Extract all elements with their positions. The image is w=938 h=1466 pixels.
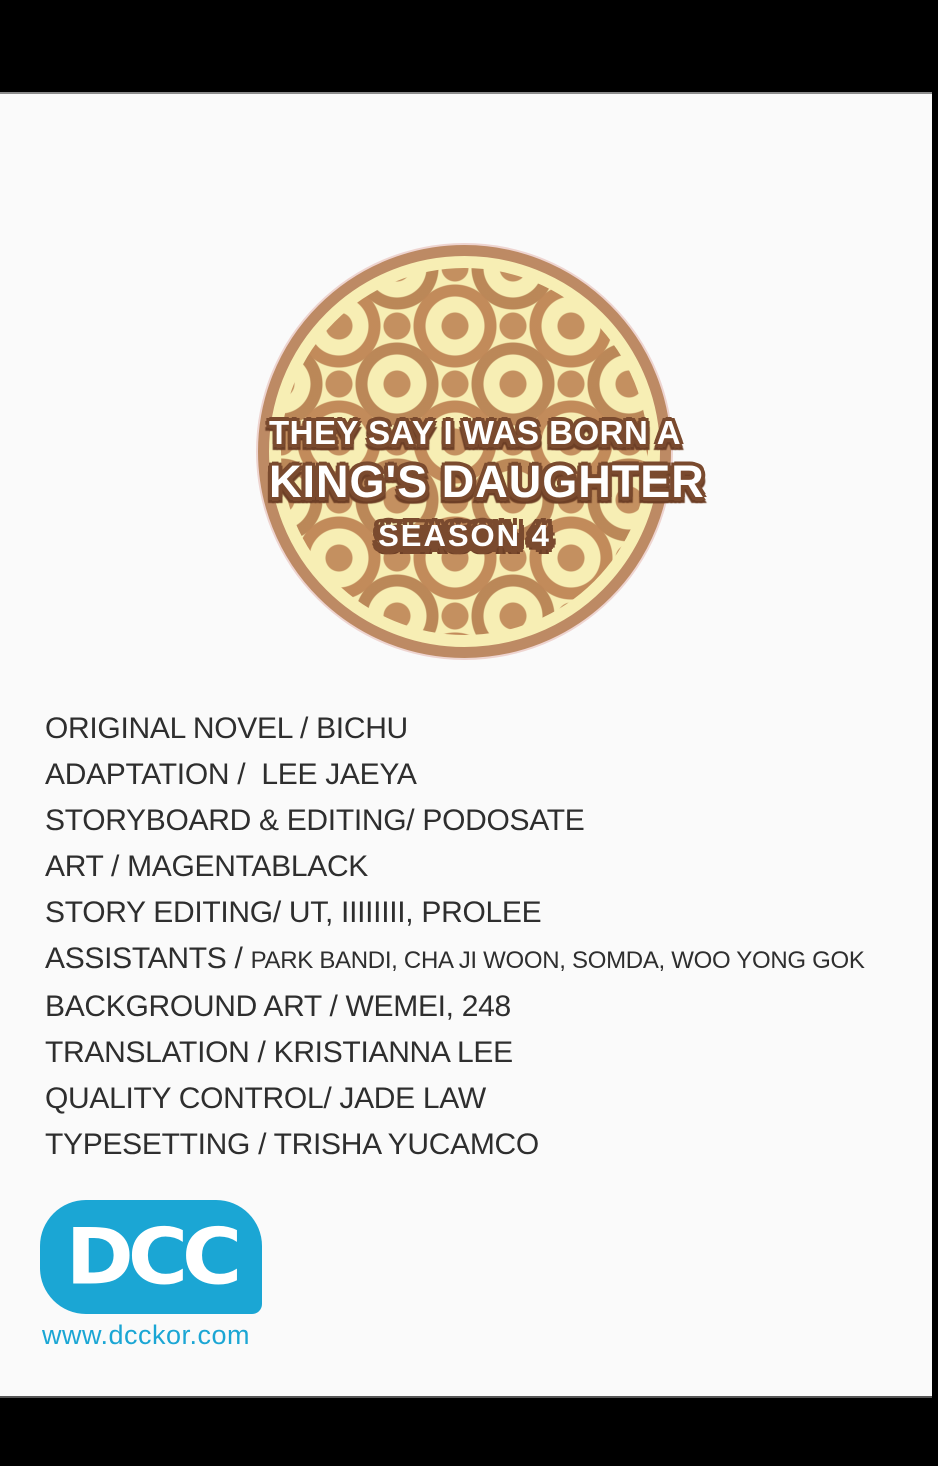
credit-line <box>45 1030 905 1076</box>
credit-line <box>45 1122 905 1168</box>
credit-text: ORIGINAL NOVEL / BICHU <box>45 712 408 745</box>
credit-text: ASSISTANTS / <box>45 942 251 975</box>
credits-list <box>45 706 905 1168</box>
credit-line <box>45 1076 905 1122</box>
credit-line <box>45 706 905 752</box>
credit-text: ADAPTATION / LEE JAEYA <box>45 758 417 791</box>
letterbox-top-bar <box>0 0 938 94</box>
dcc-logo <box>40 1200 262 1314</box>
credit-text: STORYBOARD & EDITING/ PODOSATE <box>45 804 585 837</box>
credit-line <box>45 844 905 890</box>
series-season-label: SEASON 4 <box>378 518 551 553</box>
credit-text: BACKGROUND ART / WEMEI, 248 <box>45 990 511 1023</box>
credit-text: QUALITY CONTROL/ JADE LAW <box>45 1082 486 1115</box>
credit-line <box>45 798 905 844</box>
credit-line <box>45 984 905 1030</box>
credit-text: ART / MAGENTABLACK <box>45 850 369 883</box>
series-medallion <box>258 245 705 658</box>
credit-line <box>45 890 905 936</box>
series-title-line1: THEY SAY I WAS BORN A <box>269 414 682 451</box>
website-url: www.dcckor.com <box>42 1320 251 1350</box>
letterbox-right-strip <box>932 0 938 1466</box>
letterbox-bottom-bar <box>0 1396 938 1466</box>
credit-text: STORY EDITING/ UT, IIIIIIII, PROLEE <box>45 896 542 929</box>
credit-line <box>45 936 905 984</box>
credit-text: TYPESETTING / TRISHA YUCAMCO <box>45 1128 539 1161</box>
dcc-logo-text: DCC <box>65 1211 237 1303</box>
credit-text: TRANSLATION / KRISTIANNA LEE <box>45 1036 513 1069</box>
series-title-line2: KING'S DAUGHTER <box>269 456 705 507</box>
credit-names-small: PARK BANDI, CHA JI WOON, SOMDA, WOO YONG GOK <box>250 947 865 974</box>
credit-line <box>45 752 905 798</box>
